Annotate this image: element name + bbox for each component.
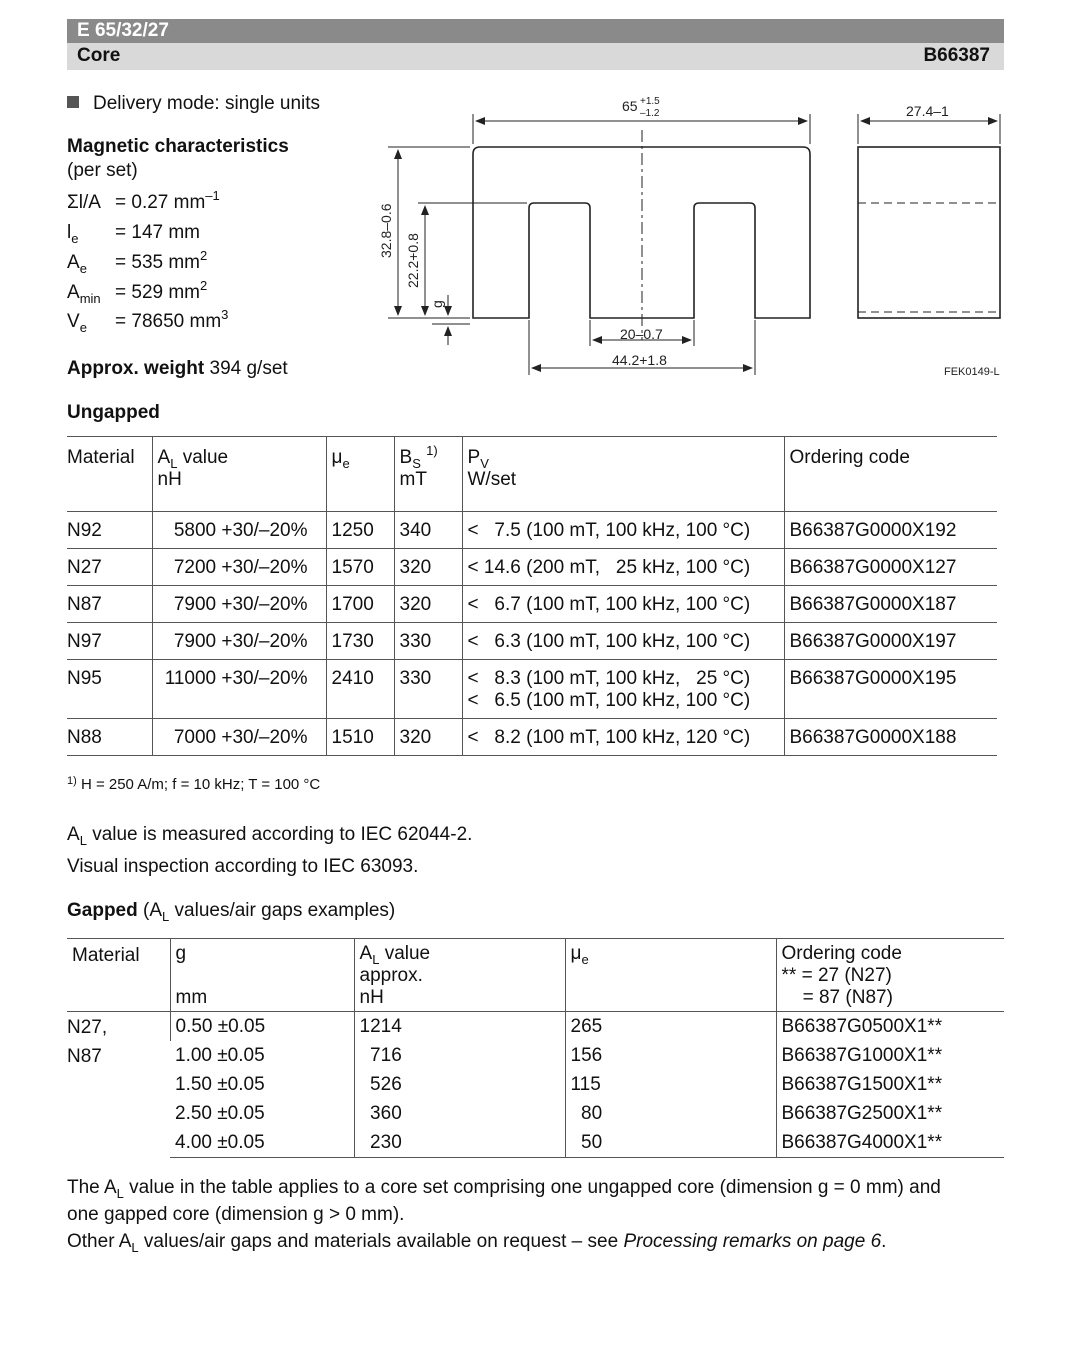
table-row: N97 7900 +30/–20% 1730 330 < 6.3 (100 mT, 100 kHz, 100 °C) B66387G0000X197	[67, 623, 997, 660]
table-row: N87 7900 +30/–20% 1700 320 < 6.7 (100 mT, 100 kHz, 100 °C) B66387G0000X187	[67, 586, 997, 623]
delivery-mode: Delivery mode: single units	[67, 92, 320, 116]
other-values-note: Other $A_L$ values/air gaps and materials available on request – see Processing remarks on page 6.	[67, 1231, 887, 1255]
table-row: N27, N87 0.50 ±0.05 1214 265 B66387G0500X1**	[67, 1012, 1004, 1042]
dim-window-height: 22.2+0.8	[405, 233, 421, 288]
table-row: 1.50 ±0.05 526 115 B66387G1500X1**	[67, 1070, 1004, 1099]
dim-width-tol-plus: +1.5	[640, 96, 660, 107]
core-dimension-drawing	[370, 90, 1010, 385]
footnote: $^{1)}$ H = 250 A/m; f = 10 kHz; T = 100 °C	[67, 775, 321, 793]
part-number: B66387	[923, 45, 990, 66]
col-ordering-code: Ordering code ** = 27 (N27) = 87 (N87)	[776, 939, 1004, 1012]
table-header-row	[67, 437, 997, 512]
table-row: N27 7200 +30/–20% 1570 320 < 14.6 (200 mT, 25 kHz, 100 °C) B66387G0000X127	[67, 549, 997, 586]
table-header-row	[67, 939, 1004, 1012]
table-row: 4.00 ±0.05 230 50 B66387G4000X1**	[67, 1128, 1004, 1158]
col-mue: $\mu_e$	[326, 437, 394, 512]
col-al-value: $A_L$ value approx. nH	[354, 939, 565, 1012]
col-ordering-code: Ordering code	[784, 437, 997, 512]
core-set-note: The $A_L$ value in the table applies to a core set comprising one ungapped core (dimension g = 0 mm) and one gapped core (dimension g > 0 mm).	[67, 1177, 941, 1225]
dim-gap: g	[429, 300, 445, 308]
core-type: Core	[77, 45, 121, 66]
table-row: 2.50 ±0.05 360 80 B66387G2500X1**	[67, 1099, 1004, 1128]
magnetic-row: $V_e = 78650$ $mm^3$	[67, 307, 229, 335]
ungapped-title: Ungapped	[67, 402, 160, 423]
dim-center-leg: 20–0.7	[620, 326, 663, 342]
table-row: N92 5800 +30/–20% 1250 340 < 7.5 (100 mT, 100 kHz, 100 °C) B66387G0000X192	[67, 512, 997, 549]
gapped-title: Gapped ($A_L$ values/air gaps examples)	[67, 900, 396, 924]
header-subtitle-bar	[67, 43, 1004, 70]
product-name: E 65/32/27	[77, 20, 169, 41]
gapped-table	[67, 938, 1004, 1158]
dim-width: 65	[622, 98, 638, 114]
al-measured-note: $A_L$ value is measured according to IEC 62044-2.	[67, 824, 473, 848]
processing-remarks-link[interactable]: Processing remarks on page 6	[623, 1231, 882, 1252]
magnetic-subtitle: (per set)	[67, 160, 138, 181]
col-material: Material	[67, 437, 152, 512]
ungapped-table	[67, 436, 997, 756]
visual-inspection-note: Visual inspection according to IEC 63093.	[67, 856, 419, 877]
header-title-bar	[67, 19, 1004, 43]
dim-depth: 27.4–1	[906, 103, 949, 119]
col-al-value: $A_L$ value nH	[152, 437, 326, 512]
table-row: N95 11000 +30/–20% 2410 330 < 8.3 (100 mT, 100 kHz, 25 °C) < 6.5 (100 mT, 100 kHz, 100 °C) B66387G0000X195	[67, 660, 997, 719]
magnetic-title: Magnetic characteristics	[67, 136, 289, 157]
approx-weight: Approx. weight 394 g/set	[67, 358, 288, 379]
magnetic-row: $A_{min} = 529$ $mm^2$	[67, 278, 208, 306]
drawing-id: FEK0149-L	[944, 366, 1000, 378]
dim-height: 32.8–0.6	[378, 203, 394, 258]
col-mue: $\mu_e$	[565, 939, 776, 1012]
magnetic-row: Σl/A = 0.27 $mm^{-1}$	[67, 188, 220, 213]
table-row: 1.00 ±0.05 716 156 B66387G1000X1**	[67, 1041, 1004, 1070]
col-material: Material	[67, 939, 170, 1012]
magnetic-row: $A_e = 535$ $mm^2$	[67, 248, 208, 276]
col-g: g mm	[170, 939, 354, 1012]
table-row: N88 7000 +30/–20% 1510 320 < 8.2 (100 mT, 100 kHz, 120 °C) B66387G0000X188	[67, 719, 997, 756]
magnetic-row: $l_e = 147$ mm	[67, 222, 201, 246]
square-bullet-icon	[67, 96, 79, 108]
col-pv: $P_V$ W/set	[462, 437, 784, 512]
dim-window-width: 44.2+1.8	[612, 352, 667, 368]
dim-width-tol-minus: –1.2	[640, 108, 660, 119]
col-bs: $B_S$ $^{1)}$ mT	[394, 437, 462, 512]
